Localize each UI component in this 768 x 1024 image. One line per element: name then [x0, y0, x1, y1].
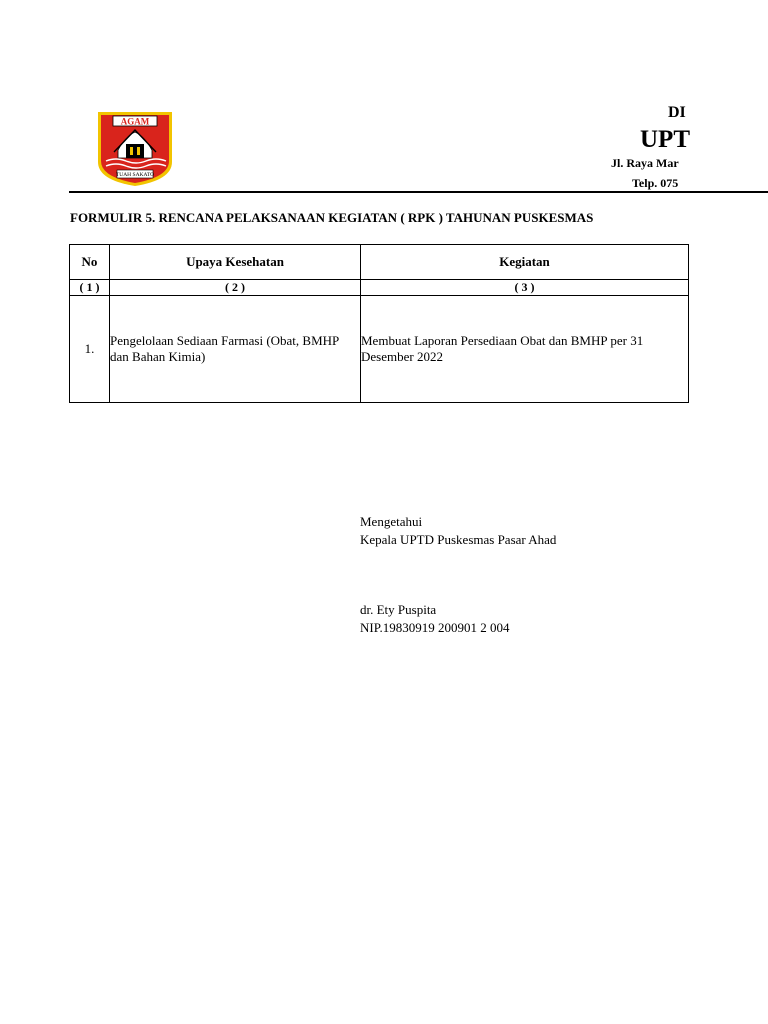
col-number-1: ( 1 ) — [70, 280, 110, 296]
table-row — [70, 296, 689, 403]
header-kegiatan: Kegiatan — [361, 245, 689, 280]
signature-label: Mengetahui — [360, 514, 423, 529]
header-no: No — [70, 245, 110, 280]
signature-position: Kepala UPTD Puskesmas Pasar Ahad — [360, 532, 557, 547]
table-header-row — [70, 245, 689, 280]
cell-kegiatan: Membuat Laporan Persediaan Obat dan BMHP per 31 Desember 2022 — [361, 296, 689, 403]
header-divider — [69, 191, 768, 193]
col-number-2: ( 2 ) — [110, 280, 361, 296]
header-line-2: UPT — [640, 126, 690, 153]
rpk-table — [69, 244, 689, 403]
logo-text-bottom: TUAH SAKATO — [115, 172, 155, 178]
cell-no: 1. — [70, 296, 110, 403]
cell-upaya: Pengelolaan Sediaan Farmasi (Obat, BMHP dan Bahan Kimia) — [110, 296, 361, 403]
signature-name: dr. Ety Puspita — [360, 602, 437, 617]
form-title: FORMULIR 5. RENCANA PELAKSANAAN KEGIATAN ( RPK ) TAHUNAN PUSKESMAS — [70, 210, 594, 225]
header-upaya: Upaya Kesehatan — [110, 245, 361, 280]
agam-logo — [96, 110, 174, 188]
logo-text-top: AGAM — [120, 116, 150, 127]
col-number-3: ( 3 ) — [361, 280, 689, 296]
header-address: Jl. Raya Mar — [611, 156, 679, 170]
signature-nip: NIP.19830919 200901 2 004 — [360, 620, 510, 635]
column-number-row — [70, 280, 689, 296]
header-phone: Telp. 075 — [632, 176, 679, 190]
header-line-1: DI — [668, 104, 686, 121]
